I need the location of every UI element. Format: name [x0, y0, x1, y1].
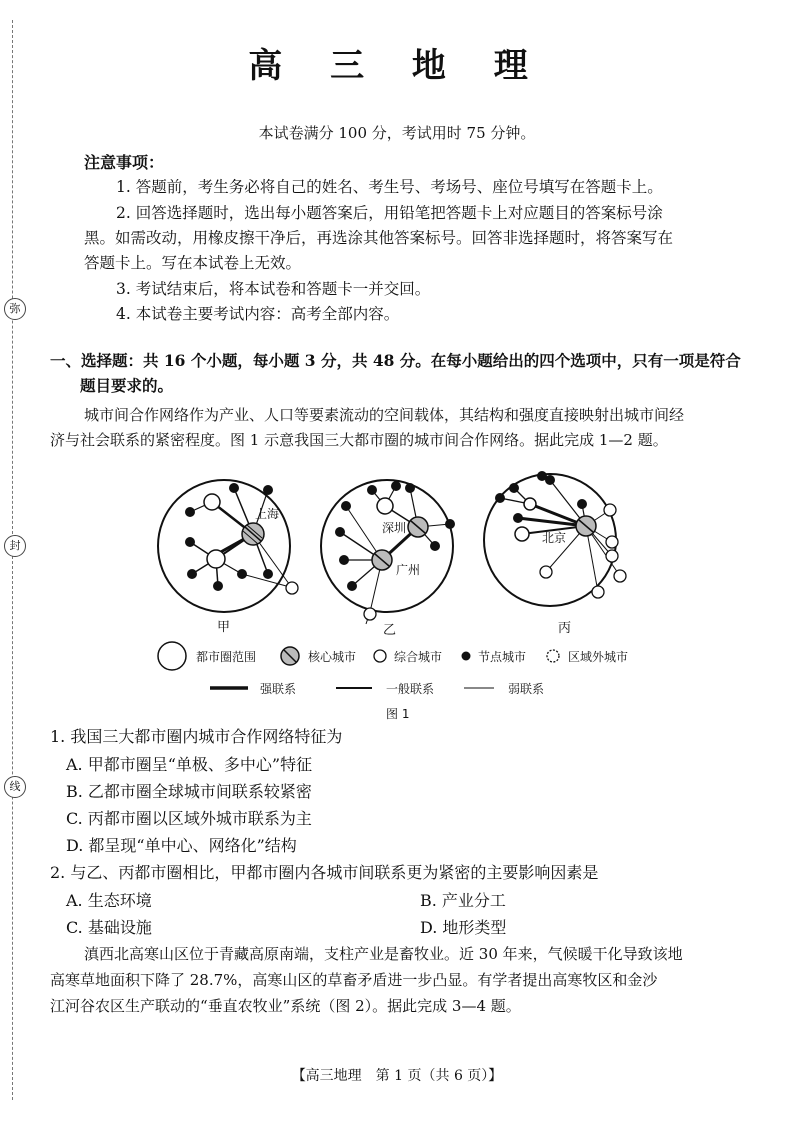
page-title: 高 三 地 理: [248, 46, 546, 86]
question-1-option-a[interactable]: A. 甲都市圈呈“单极、多中心”特征: [66, 755, 313, 774]
notice-item-2: 2. 回答选择题时，选出每小题答案后，用铅笔把答题卡上对应题目的答案标号涂: [116, 204, 663, 222]
side-mark-mi: 弥: [4, 298, 26, 320]
passage2-line3: 江河谷农区生产联动的“垂直农牧业”系统（图 2）。据此完成 3—4 题。: [50, 997, 521, 1015]
passage1-line2: 济与社会联系的紧密程度。图 1 示意我国三大都市圈的城市间合作网络。据此完成 1—2 题。: [50, 431, 668, 449]
question-2-option-c[interactable]: C. 基础设施: [66, 918, 152, 937]
notice-item-1: 1. 答题前，考生务必将自己的姓名、考生号、考场号、座位号填写在答题卡上。: [116, 178, 663, 196]
question-1-option-c[interactable]: C. 丙都市圈以区域外城市联系为主: [66, 809, 312, 828]
city-label-shanghai: 上海: [255, 507, 280, 521]
legend-symbols: [158, 642, 628, 670]
passage2-line1: 滇西北高寒山区位于青藏高原南端，支柱产业是畜牧业。近 30 年来，气候暖干化导致该地: [84, 945, 683, 963]
legend-core-city: 核心城市: [308, 650, 357, 664]
notice-heading: 注意事项：: [84, 153, 165, 172]
circle-label-jia: 甲: [217, 620, 231, 635]
circle-label-bing: 丙: [558, 621, 572, 636]
side-mark-xian: 线: [4, 776, 26, 798]
section-heading-cont: 题目要求的。: [80, 376, 174, 395]
legend-outside-city: 区域外城市: [568, 650, 629, 664]
legend-strong-link: 强联系: [260, 682, 297, 696]
legend-weak-link: 弱联系: [508, 682, 545, 696]
legend-lines: [210, 682, 544, 696]
page-footer: 【高三地理 第 1 页（共 6 页）】: [291, 1068, 503, 1084]
city-label-beijing: 北京: [542, 531, 567, 545]
question-1-stem: 1. 我国三大都市圈内城市合作网络特征为: [50, 727, 343, 746]
circle-label-yi: 乙: [383, 623, 397, 638]
figure-caption: 图 1: [386, 707, 410, 721]
notice-item-2-cont: 黑。如需改动，用橡皮擦干净后，再选涂其他答案标号。回答非选择题时，将答案写在: [84, 229, 674, 247]
city-label-shenzhen: 深圳: [382, 521, 407, 535]
notice-item-3: 3. 考试结束后，将本试卷和答题卡一并交回。: [116, 280, 431, 298]
side-mark-feng: 封: [4, 535, 26, 557]
legend-node-city: 节点城市: [478, 650, 527, 664]
passage2-line2: 高寒草地面积下降了 28.7%，高寒山区的草畜矛盾进一步凸显。有学者提出高寒牧区和金沙: [50, 971, 658, 989]
question-2-stem: 2. 与乙、丙都市圈相比，甲都市圈内各城市间联系更为紧密的主要影响因素是: [50, 863, 599, 882]
question-2-option-d[interactable]: D. 地形类型: [420, 918, 507, 937]
question-2-option-a[interactable]: A. 生态环境: [66, 891, 152, 910]
question-1-option-b[interactable]: B. 乙都市圈全球城市间联系较紧密: [66, 782, 312, 801]
circle-bing: [484, 471, 626, 636]
passage1-line1: 城市间合作网络作为产业、人口等要素流动的空间载体，其结构和强度直接映射出城市间经: [84, 406, 685, 424]
legend-comprehensive-city: 综合城市: [394, 650, 443, 664]
circle-yi: [321, 480, 455, 638]
question-2-option-b[interactable]: B. 产业分工: [420, 891, 506, 910]
exam-info: 本试卷满分 100 分，考试用时 75 分钟。: [258, 124, 536, 142]
notice-item-2-end: 答题卡上。写在本试卷上无效。: [84, 254, 302, 272]
section-heading: 一、选择题：共 16 个小题，每小题 3 分，共 48 分。在每小题给出的四个选项中，只有一项是符合: [50, 351, 741, 370]
notice-item-4: 4. 本试卷主要考试内容：高考全部内容。: [116, 305, 400, 323]
figure-1: [150, 464, 660, 724]
circle-jia: [158, 480, 298, 635]
legend-general-link: 一般联系: [386, 682, 435, 696]
city-label-guangzhou: 广州: [396, 563, 421, 577]
legend-metro-area: 都市圈范围: [196, 650, 257, 664]
question-1-option-d[interactable]: D. 都呈现“单中心、网络化”结构: [66, 836, 297, 855]
binding-dashed-line: [12, 20, 13, 1100]
